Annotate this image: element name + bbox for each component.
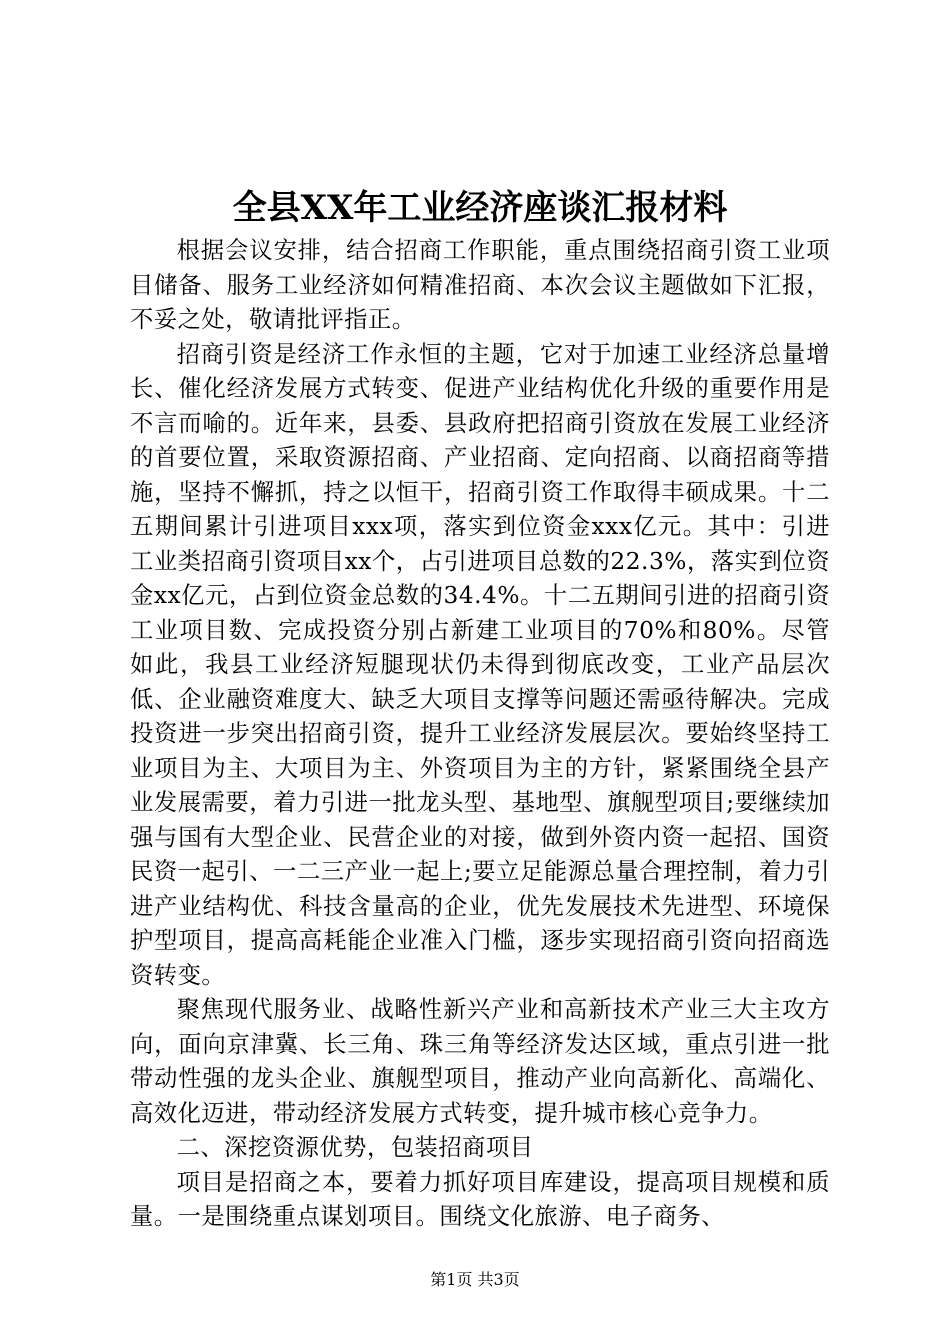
- paragraph: 招商引资是经济工作永恒的主题，它对于加速工业经济总量增长、催化经济发展方式转变、促进产业结构优化升级的重要作用是不言而喻的。近年来，县委、县政府把招商引资放在发展工业经济的首要位置，采取资源招商、产业招商、定向招商、以商招商等措施，坚持不懈抓，持之以恒干，招商引资工作取得丰硕成果。十二五期间累计引进项目xxx项，落实到位资金xxx亿元。其中：引进工业类招商引资项目xx个，占引进项目总数的22.3%，落实到位资金xx亿元，占到位资金总数的34.4%。十二五期间引进的招商引资工业项目数、完成投资分别占新建工业项目的70%和80%。尽管如此，我县工业经济短腿现状仍未得到彻底改变，工业产品层次低、企业融资难度大、缺乏大项目支撑等问题还需亟待解决。完成投资进一步突出招商引资，提升工业经济发展层次。要始终坚持工业项目为主、大项目为主、外资项目为主的方针，紧紧围绕全县产业发展需要，着力引进一批龙头型、基地型、旗舰型项目;要继续加强与国有大型企业、民营企业的对接，做到外资内资一起招、国资民资一起引、一二三产业一起上;要立足能源总量合理控制，着力引进产业结构优、科技含量高的企业，优先发展技术先进型、环境保护型项目，提高高耗能企业准入门槛，逐步实现招商引资向招商选资转变。: [130, 340, 830, 989]
- paragraph: 根据会议安排，结合招商工作职能，重点围绕招商引资工业项目储备、服务工业经济如何精准招商、本次会议主题做如下汇报，不妥之处，敬请批评指正。: [130, 237, 830, 333]
- paragraph: 聚焦现代服务业、战略性新兴产业和高新技术产业三大主攻方向，面向京津冀、长三角、珠三角等经济发达区域，重点引进一批带动性强的龙头企业、旗舰型项目，推动产业向高新化、高端化、高效化迈进，带动经济发展方式转变，提升城市核心竞争力。: [130, 996, 830, 1127]
- document-title: 全县XX年工业经济座谈汇报材料: [232, 188, 728, 228]
- paragraph: 项目是招商之本，要着力抓好项目库建设，提高项目规模和质量。一是围绕重点谋划项目。围绕文化旅游、电子商务、: [130, 1168, 830, 1230]
- section-heading: 二、深挖资源优势，包装招商项目: [176, 1134, 534, 1161]
- document-body: [130, 234, 830, 1235]
- page-footer: 第1页 共3页: [430, 1270, 520, 1289]
